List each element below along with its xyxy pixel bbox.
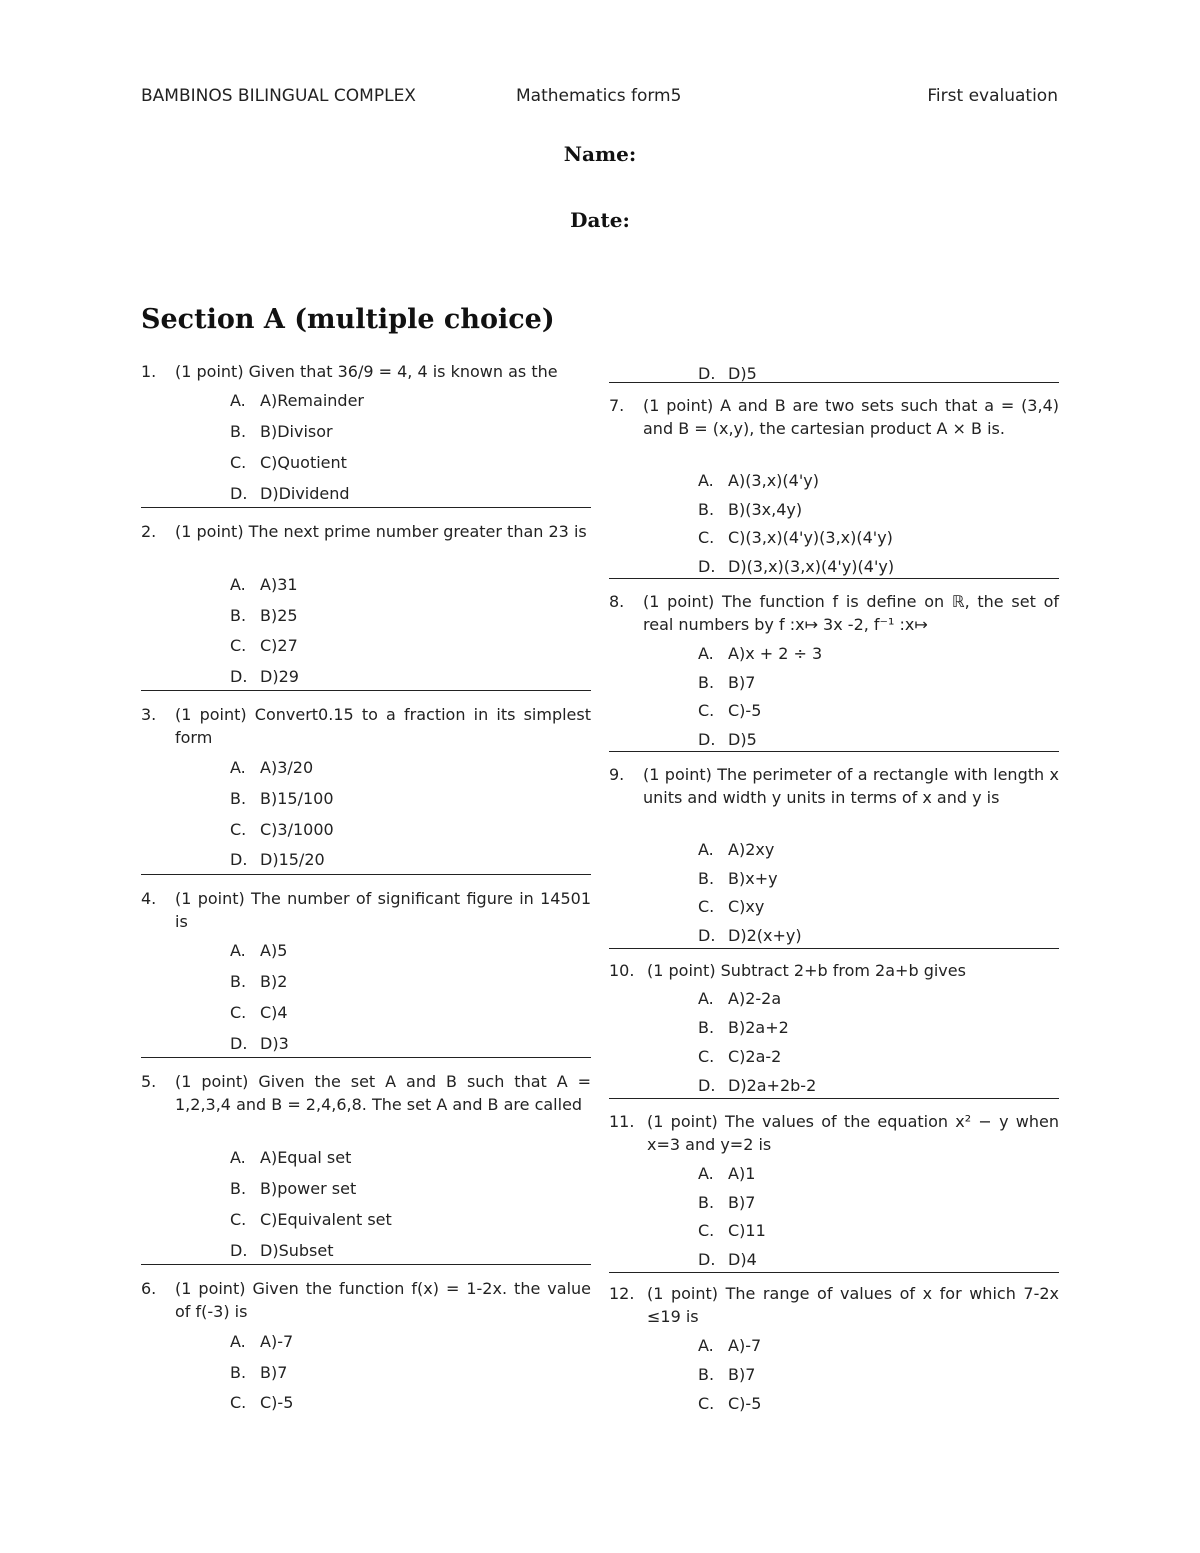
option-text: A)2-2a — [728, 989, 782, 1008]
option-letter: A. — [230, 575, 246, 594]
option-text: C)-5 — [260, 1393, 294, 1412]
option-letter: B. — [230, 789, 247, 808]
question-item — [609, 1282, 1059, 1413]
date-field-label: Date: — [570, 208, 630, 232]
option-letter: A. — [230, 391, 246, 410]
question-stem — [141, 360, 591, 383]
question-divider — [609, 1272, 1059, 1273]
option-letter: D. — [698, 926, 716, 945]
option-text: A)Remainder — [260, 391, 364, 410]
question-divider — [609, 578, 1059, 579]
option-letter: D. — [698, 557, 716, 576]
question-stem — [141, 520, 591, 566]
option-c — [698, 1047, 781, 1066]
question-text: (1 point) The next prime number greater than 23 is — [175, 522, 587, 541]
option-a — [230, 941, 287, 960]
question-stem — [609, 763, 1059, 832]
option-text: B)7 — [728, 1193, 756, 1212]
option-letter: A. — [698, 1164, 714, 1183]
option-text: B)(3x,4y) — [728, 500, 803, 519]
question-item — [141, 1277, 591, 1412]
option-text: B)2 — [260, 972, 288, 991]
question-number: 3. — [141, 705, 157, 724]
question-text: (1 point) The function f is define on ℝ, the set of real numbers by f :x↦ 3x -2, f⁻¹ :x↦ — [643, 592, 1059, 634]
question-divider — [609, 751, 1059, 752]
option-a — [698, 644, 822, 663]
question-text: (1 point) Given that 36/9 = 4, 4 is known as the — [175, 362, 558, 381]
option-letter: C. — [698, 1394, 715, 1413]
option-letter: A. — [698, 471, 714, 490]
option-text: D)Subset — [260, 1241, 334, 1260]
option-a — [230, 1148, 351, 1167]
option-c — [230, 453, 347, 472]
option-d — [230, 1241, 333, 1260]
question-stem — [609, 1110, 1059, 1156]
school-name: BAMBINOS BILINGUAL COMPLEX — [141, 86, 416, 106]
question-number: 2. — [141, 522, 157, 541]
question-text: (1 point) The range of values of x for which 7-2x ≤19 is — [647, 1284, 1059, 1326]
option-a — [698, 989, 781, 1008]
option-text: B)7 — [728, 673, 756, 692]
question-number: 6. — [141, 1279, 157, 1298]
question-item — [141, 1070, 591, 1260]
option-c — [698, 701, 761, 720]
option-d — [230, 850, 325, 869]
question-stem — [609, 394, 1059, 463]
question-stem — [609, 1282, 1059, 1328]
option-c — [230, 1003, 288, 1022]
question-item — [609, 1110, 1059, 1269]
question-divider — [609, 382, 1059, 383]
question-divider — [141, 690, 591, 691]
option-text: C)-5 — [728, 1394, 762, 1413]
option-letter: B. — [698, 1365, 715, 1384]
option-d — [230, 667, 299, 686]
option-c — [230, 1210, 392, 1229]
option-text: A)-7 — [728, 1336, 762, 1355]
option-text: B)15/100 — [260, 789, 334, 808]
question-stem — [141, 1070, 591, 1139]
option-b — [698, 869, 778, 888]
question-number: 10. — [609, 961, 635, 980]
option-text: A)x + 2 ÷ 3 — [728, 644, 823, 663]
question-divider — [609, 1098, 1059, 1099]
option-text: C)27 — [260, 636, 298, 655]
option-text: C)xy — [728, 897, 765, 916]
option-letter: B. — [230, 972, 247, 991]
question-text: (1 point) Subtract 2+b from 2a+b gives — [647, 961, 966, 980]
question-number: 7. — [609, 396, 625, 415]
question-number: 4. — [141, 889, 157, 908]
option-text: B)7 — [260, 1363, 288, 1382]
option-a — [230, 758, 313, 777]
option-b — [230, 422, 333, 441]
option-text: D)2a+2b-2 — [728, 1076, 817, 1095]
question-text: (1 point) The values of the equation x² − y when x=3 and y=2 is — [647, 1112, 1059, 1154]
option-c — [698, 1394, 761, 1413]
option-letter: B. — [698, 673, 715, 692]
question-item — [141, 360, 591, 503]
option-letter: C. — [230, 636, 247, 655]
option-b — [230, 606, 298, 625]
option-letter: B. — [230, 422, 247, 441]
option-letter: A. — [230, 758, 246, 777]
question-divider — [609, 948, 1059, 949]
question-text: (1 point) Given the set A and B such that A = 1,2,3,4 and B = 2,4,6,8. The set A and B are called — [175, 1072, 591, 1114]
option-text: B)2a+2 — [728, 1018, 789, 1037]
option-letter: C. — [230, 1393, 247, 1412]
option-a — [230, 1332, 293, 1351]
option-letter: C. — [230, 453, 247, 472]
name-field-label: Name: — [563, 142, 637, 166]
option-d — [698, 1250, 757, 1269]
option-letter: B. — [230, 606, 247, 625]
option-text: D)2(x+y) — [728, 926, 802, 945]
question-divider — [141, 1057, 591, 1058]
option-letter: C. — [698, 1047, 715, 1066]
option-b — [230, 1179, 356, 1198]
question-item — [141, 887, 591, 1053]
question-number: 5. — [141, 1072, 157, 1091]
option-d — [230, 484, 350, 503]
question-text: (1 point) Convert0.15 to a fraction in its simplest form — [175, 705, 591, 747]
option-letter: D. — [698, 1250, 716, 1269]
question-stem — [609, 590, 1059, 636]
evaluation-label: First evaluation — [927, 86, 1058, 106]
option-letter: C. — [230, 820, 247, 839]
option-letter: D. — [230, 850, 248, 869]
option-letter: C. — [698, 701, 715, 720]
option-letter: C. — [698, 528, 715, 547]
option-text: C)3/1000 — [260, 820, 334, 839]
question-stem — [609, 959, 1059, 982]
question-item — [609, 763, 1059, 945]
option-letter: C. — [698, 1221, 715, 1240]
option-letter: D. — [230, 484, 248, 503]
question-item — [609, 590, 1059, 749]
option-letter: B. — [698, 500, 715, 519]
option-text: D)4 — [728, 1250, 757, 1269]
option-letter: A. — [698, 840, 714, 859]
option-letter: D. — [698, 1076, 716, 1095]
question-number: 9. — [609, 765, 625, 784]
option-d — [698, 1076, 816, 1095]
option-text: D)3 — [260, 1034, 289, 1053]
question-item — [141, 520, 591, 686]
option-letter: A. — [698, 1336, 714, 1355]
option-text: A)3/20 — [260, 758, 314, 777]
option-text: C)-5 — [728, 701, 762, 720]
option-text: B)7 — [728, 1365, 756, 1384]
option-c — [230, 820, 334, 839]
option-letter: A. — [698, 644, 714, 663]
option-d — [698, 730, 757, 749]
option-b — [698, 1018, 789, 1037]
option-text: A)2xy — [728, 840, 775, 859]
question-number: 8. — [609, 592, 625, 611]
option-c — [230, 636, 298, 655]
option-text: B)power set — [260, 1179, 357, 1198]
option-text: A)(3,x)(4'y) — [728, 471, 819, 490]
question-item — [141, 703, 591, 869]
option-text: D)Dividend — [260, 484, 350, 503]
question-number: 12. — [609, 1284, 635, 1303]
option-text: D)29 — [260, 667, 299, 686]
option-b — [698, 1365, 755, 1384]
option-text: B)x+y — [728, 869, 778, 888]
option-text: D)(3,x)(3,x)(4'y)(4'y) — [728, 557, 895, 576]
option-letter: C. — [230, 1210, 247, 1229]
option-text: C)11 — [728, 1221, 766, 1240]
question-stem — [141, 1277, 591, 1323]
question-divider — [141, 1264, 591, 1265]
question-item — [609, 394, 1059, 576]
option-letter: D. — [698, 730, 716, 749]
option-letter: D. — [230, 667, 248, 686]
option-letter: A. — [230, 1332, 246, 1351]
option-text: B)25 — [260, 606, 298, 625]
option-letter: B. — [698, 1193, 715, 1212]
section-title: Section A (multiple choice) — [141, 304, 555, 335]
option-a — [698, 471, 819, 490]
option-text: C)Equivalent set — [260, 1210, 392, 1229]
option-a — [230, 391, 364, 410]
subject-label: Mathematics form5 — [516, 86, 682, 106]
question-divider — [141, 874, 591, 875]
option-a — [230, 575, 298, 594]
question-number: 1. — [141, 362, 157, 381]
option-c — [698, 1221, 766, 1240]
question-stem — [141, 703, 591, 749]
option-text: C)4 — [260, 1003, 288, 1022]
option-letter: D. — [698, 364, 716, 383]
option-text: A)1 — [728, 1164, 756, 1183]
option-b — [230, 972, 287, 991]
option-letter: C. — [698, 897, 715, 916]
question-text: (1 point) A and B are two sets such that a = (3,4) and B = (x,y), the cartesian product A × B is. — [643, 396, 1059, 438]
option-text: D)5 — [728, 730, 757, 749]
option-d — [698, 926, 802, 945]
option-d — [698, 364, 757, 383]
option-text: B)Divisor — [260, 422, 333, 441]
option-letter: B. — [698, 1018, 715, 1037]
question-item — [609, 959, 1059, 1095]
question-divider — [141, 507, 591, 508]
option-letter: D. — [230, 1034, 248, 1053]
question-stem — [141, 887, 591, 933]
question-text: (1 point) The perimeter of a rectangle with length x units and width y units in terms of x and y is — [643, 765, 1059, 807]
option-a — [698, 1164, 755, 1183]
option-letter: A. — [230, 1148, 246, 1167]
option-letter: A. — [230, 941, 246, 960]
option-letter: B. — [230, 1363, 247, 1382]
option-b — [230, 789, 334, 808]
option-text: C)2a-2 — [728, 1047, 782, 1066]
option-text: A)Equal set — [260, 1148, 352, 1167]
option-text: A)31 — [260, 575, 298, 594]
option-c — [698, 897, 764, 916]
option-b — [698, 1193, 755, 1212]
option-text: D)5 — [728, 364, 757, 383]
option-d — [698, 557, 894, 576]
option-letter: B. — [230, 1179, 247, 1198]
option-b — [698, 673, 755, 692]
question-text: (1 point) Given the function f(x) = 1-2x. the value of f(-3) is — [175, 1279, 591, 1321]
option-c — [230, 1393, 293, 1412]
option-b — [698, 500, 802, 519]
option-letter: A. — [698, 989, 714, 1008]
option-b — [230, 1363, 287, 1382]
question-text: (1 point) The number of significant figure in 14501 is — [175, 889, 591, 931]
page-header — [141, 86, 1058, 112]
option-text: D)15/20 — [260, 850, 325, 869]
option-letter: D. — [230, 1241, 248, 1260]
option-text: C)(3,x)(4'y)(3,x)(4'y) — [728, 528, 893, 547]
question-number: 11. — [609, 1112, 635, 1131]
option-c — [698, 528, 893, 547]
option-text: A)-7 — [260, 1332, 294, 1351]
option-a — [698, 1336, 761, 1355]
option-text: A)5 — [260, 941, 288, 960]
option-a — [698, 840, 774, 859]
option-letter: B. — [698, 869, 715, 888]
option-letter: C. — [230, 1003, 247, 1022]
option-d — [230, 1034, 289, 1053]
option-text: C)Quotient — [260, 453, 347, 472]
